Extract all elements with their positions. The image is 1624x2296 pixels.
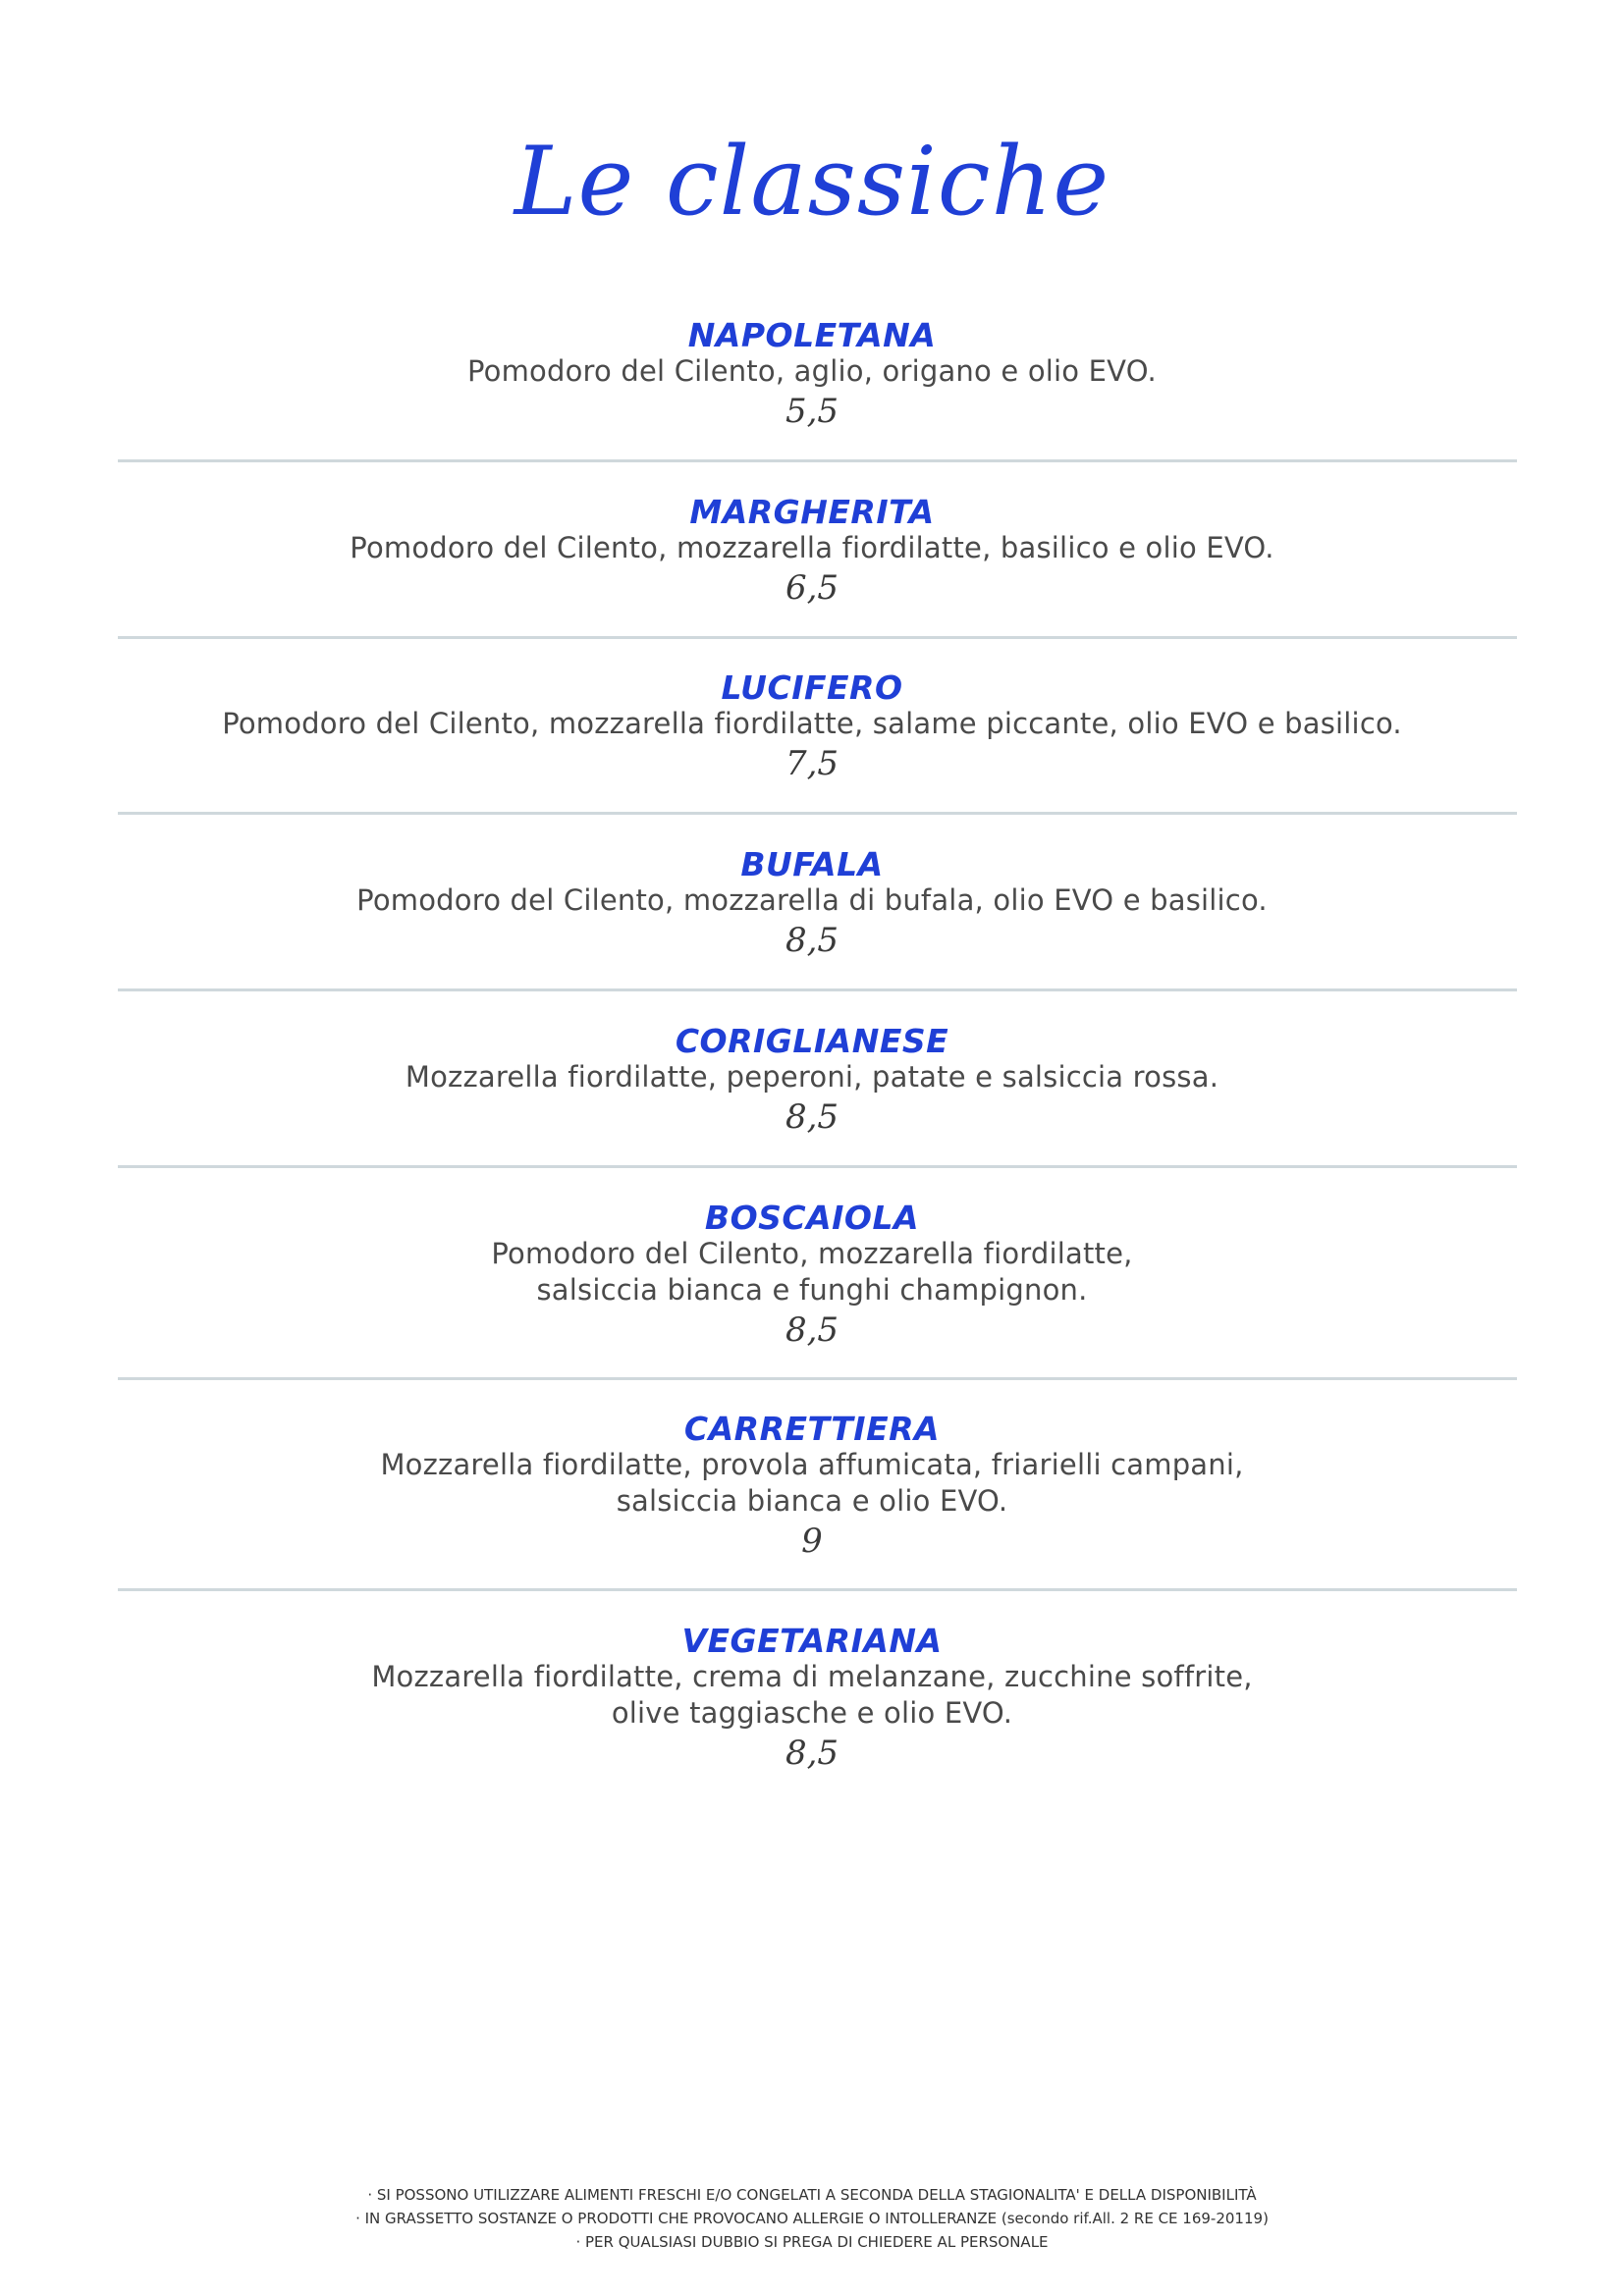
item-description — [118, 882, 1506, 919]
divider — [118, 1588, 1517, 1591]
page-title: Le classiche — [514, 127, 1110, 237]
divider — [118, 1165, 1517, 1168]
item-price: 8,5 — [785, 921, 839, 960]
item-name: BUFALA — [740, 845, 884, 883]
footer-note: · IN GRASSETTO SOSTANZE O PRODOTTI CHE PROVOCANO ALLERGIE O INTOLLERANZE (secondo rif.All. 2 RE CE 169-20119) — [355, 2210, 1269, 2227]
item-description-line: Mozzarella fiordilatte, crema di melanzane, zucchine soffrite, — [371, 1660, 1253, 1693]
item-description-line: Pomodoro del Cilento, aglio, origano e olio EVO. — [467, 354, 1157, 388]
item-description — [118, 1059, 1506, 1095]
item-name: VEGETARIANA — [681, 1622, 943, 1660]
item-description-line: salsiccia bianca e olio EVO. — [616, 1484, 1008, 1518]
divider — [118, 988, 1517, 991]
item-description-line: Mozzarella fiordilatte, provola affumicata, friarielli campani, — [380, 1448, 1244, 1481]
menu-item-corigliianese — [118, 1024, 1506, 1139]
footer-note: · PER QUALSIASI DUBBIO SI PREGA DI CHIEDERE AL PERSONALE — [575, 2233, 1049, 2251]
item-name: LUCIFERO — [721, 668, 903, 707]
divider — [118, 636, 1517, 639]
item-description-line: olive taggiasche e olio EVO. — [611, 1696, 1013, 1730]
item-price: 8,5 — [785, 1097, 839, 1137]
item-name: CORIGLIANESE — [675, 1022, 949, 1060]
footer-notes — [0, 2183, 1624, 2254]
item-description — [118, 1447, 1506, 1520]
item-description — [118, 1236, 1506, 1308]
menu-item-napoletana — [118, 318, 1506, 433]
menu-item-margherita — [118, 495, 1506, 610]
menu-item-carrettiera — [118, 1412, 1506, 1563]
item-description — [118, 706, 1506, 742]
item-price: 6,5 — [785, 568, 839, 608]
item-description-line: Pomodoro del Cilento, mozzarella fiordilatte, basilico e olio EVO. — [350, 531, 1274, 564]
menu-item-vegetariana — [118, 1624, 1506, 1775]
item-description — [118, 1659, 1506, 1732]
item-name: CARRETTIERA — [683, 1410, 941, 1448]
item-description-line: Pomodoro del Cilento, mozzarella fiordilatte, — [491, 1237, 1133, 1270]
item-price: 8,5 — [785, 1310, 839, 1350]
item-description-line: Pomodoro del Cilento, mozzarella fiordilatte, salame piccante, olio EVO e basilico. — [222, 707, 1402, 740]
item-name: BOSCAIOLA — [704, 1199, 920, 1237]
item-price: 9 — [801, 1522, 823, 1561]
menu-item-boscaiola — [118, 1201, 1506, 1352]
item-name: NAPOLETANA — [687, 316, 937, 354]
divider — [118, 812, 1517, 815]
item-description — [118, 353, 1506, 390]
divider — [118, 1377, 1517, 1380]
item-description-line: Mozzarella fiordilatte, peperoni, patate e salsiccia rossa. — [405, 1060, 1219, 1094]
divider — [118, 459, 1517, 462]
item-price: 5,5 — [785, 392, 839, 431]
item-name: MARGHERITA — [689, 493, 935, 531]
footer-note: · SI POSSONO UTILIZZARE ALIMENTI FRESCHI E/O CONGELATI A SECONDA DELLA STAGIONALITA' E DELLA DISPONIBILITÀ — [367, 2186, 1257, 2204]
menu-item-lucifero — [118, 670, 1506, 785]
item-description — [118, 530, 1506, 566]
item-price: 8,5 — [785, 1734, 839, 1773]
item-price: 7,5 — [785, 744, 839, 783]
menu-item-bufala — [118, 847, 1506, 962]
item-description-line: Pomodoro del Cilento, mozzarella di bufala, olio EVO e basilico. — [356, 883, 1268, 917]
item-description-line: salsiccia bianca e funghi champignon. — [536, 1273, 1088, 1307]
